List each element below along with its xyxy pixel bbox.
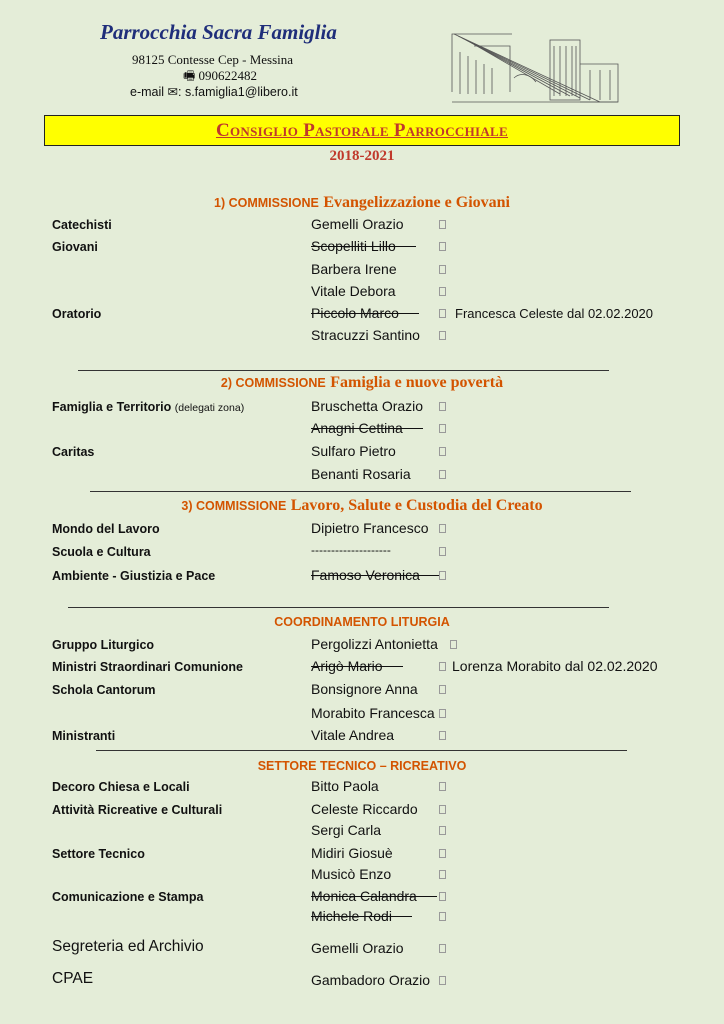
member-name: Bitto Paola bbox=[311, 778, 379, 794]
role-sublabel: (delegati zona) bbox=[174, 402, 245, 414]
role-label-ministri: Ministri Straordinari Comunione bbox=[52, 660, 243, 674]
checkbox-icon bbox=[439, 662, 446, 671]
checkbox-icon bbox=[439, 242, 446, 251]
role-label-famiglia bbox=[52, 400, 244, 414]
divider bbox=[90, 491, 631, 492]
member-name-struck: Famoso Veronica bbox=[311, 567, 420, 583]
section-2-prefix: 2) COMMISSIONE bbox=[220, 376, 326, 390]
replacement-note: Lorenza Morabito dal 02.02.2020 bbox=[452, 658, 658, 674]
member-name: Bonsignore Anna bbox=[311, 681, 418, 697]
member-name: Gemelli Orazio bbox=[311, 940, 404, 956]
role-label-text: Famiglia e Territorio bbox=[52, 400, 172, 414]
section-2-title: Famiglia e nuove povertà bbox=[330, 374, 504, 391]
member-name: Gemelli Orazio bbox=[311, 216, 404, 232]
parish-name: Parrocchia Sacra Famiglia bbox=[100, 20, 337, 44]
divider bbox=[78, 370, 609, 371]
checkbox-icon bbox=[439, 912, 446, 921]
divider bbox=[68, 607, 609, 608]
title-banner bbox=[44, 115, 680, 146]
role-label-tecnico: Settore Tecnico bbox=[52, 847, 145, 861]
divider bbox=[96, 750, 627, 751]
checkbox-icon bbox=[439, 870, 446, 879]
role-label-ministranti: Ministranti bbox=[52, 729, 116, 743]
phone-number: 090622482 bbox=[198, 68, 258, 83]
checkbox-icon bbox=[439, 826, 446, 835]
role-label-catechisti: Catechisti bbox=[52, 218, 112, 232]
checkbox-icon bbox=[439, 309, 446, 318]
section-1-prefix: 1) COMMISSIONE bbox=[214, 196, 319, 210]
member-name: Sulfaro Pietro bbox=[311, 443, 396, 459]
member-name: Vitale Andrea bbox=[311, 727, 395, 743]
member-name-struck: Michele Rodi bbox=[311, 908, 392, 924]
member-name: Morabito Francesca bbox=[311, 705, 435, 721]
member-name: Benanti Rosaria bbox=[311, 466, 411, 482]
council-years: 2018-2021 bbox=[329, 148, 395, 164]
section-4-title: COORDINAMENTO LITURGIA bbox=[274, 615, 450, 629]
checkbox-icon bbox=[439, 447, 446, 456]
member-name: Musicò Enzo bbox=[311, 866, 392, 882]
member-name: Stracuzzi Santino bbox=[311, 327, 420, 343]
member-name: Barbera Irene bbox=[311, 261, 397, 277]
member-name: Gambadoro Orazio bbox=[311, 972, 431, 988]
member-name-struck: Arigò Mario bbox=[311, 658, 383, 674]
parish-address: 98125 Contesse Cep - Messina bbox=[132, 52, 294, 67]
role-label-scuola: Scuola e Cultura bbox=[52, 545, 151, 559]
role-label-oratorio: Oratorio bbox=[52, 307, 102, 321]
checkbox-icon bbox=[439, 782, 446, 791]
checkbox-icon bbox=[439, 685, 446, 694]
section-5-title: SETTORE TECNICO – RICREATIVO bbox=[257, 759, 467, 773]
member-name-struck: Scopelliti Lillo bbox=[311, 238, 396, 254]
member-name: Midiri Giosuè bbox=[311, 845, 393, 861]
role-label-ambiente: Ambiente - Giustizia e Pace bbox=[52, 569, 216, 583]
section-3-header bbox=[0, 497, 724, 515]
checkbox-icon bbox=[439, 331, 446, 340]
member-name-struck: Piccolo Marco bbox=[311, 305, 399, 321]
checkbox-icon bbox=[439, 524, 446, 533]
member-name-struck: Anagni Cettina bbox=[311, 420, 403, 436]
role-label-giovani: Giovani bbox=[52, 240, 98, 254]
role-label-attivita: Attività Ricreative e Culturali bbox=[52, 803, 223, 817]
checkbox-icon bbox=[439, 547, 446, 556]
role-label-segreteria: Segreteria ed Archivio bbox=[52, 938, 204, 955]
checkbox-icon bbox=[439, 976, 446, 985]
member-name: Dipietro Francesco bbox=[311, 520, 429, 536]
role-label-cpae: CPAE bbox=[52, 970, 94, 987]
section-2-header bbox=[0, 374, 724, 392]
checkbox-icon bbox=[439, 470, 446, 479]
phone-icon: 🖷 bbox=[183, 68, 196, 83]
checkbox-icon bbox=[439, 805, 446, 814]
page-title: Consiglio Pastorale Parrocchiale bbox=[215, 120, 508, 141]
checkbox-icon bbox=[439, 709, 446, 718]
checkbox-icon bbox=[439, 892, 446, 901]
email-label: e-mail bbox=[130, 85, 165, 99]
member-name: Bruschetta Orazio bbox=[311, 398, 424, 414]
role-label-liturgico: Gruppo Liturgico bbox=[52, 638, 155, 652]
role-label-decoro: Decoro Chiesa e Locali bbox=[52, 780, 190, 794]
member-name-empty: -------------------- bbox=[311, 543, 391, 557]
checkbox-icon bbox=[439, 731, 446, 740]
checkbox-icon bbox=[439, 265, 446, 274]
role-label-schola: Schola Cantorum bbox=[52, 683, 156, 697]
section-1-title: Evangelizzazione e Giovani bbox=[323, 194, 510, 211]
role-label-comunicazione: Comunicazione e Stampa bbox=[52, 890, 204, 904]
section-1-header bbox=[0, 194, 724, 212]
member-name: Pergolizzi Antonietta bbox=[311, 636, 438, 652]
checkbox-icon bbox=[439, 424, 446, 433]
checkbox-icon bbox=[439, 220, 446, 229]
section-4-header bbox=[0, 613, 724, 631]
member-name: Celeste Riccardo bbox=[311, 801, 418, 817]
section-3-prefix: 3) COMMISSIONE bbox=[181, 499, 287, 513]
checkbox-icon bbox=[450, 640, 457, 649]
member-name: Vitale Debora bbox=[311, 283, 396, 299]
section-3-title: Lavoro, Salute e Custodia del Creato bbox=[290, 497, 543, 514]
member-name-struck: Monica Calandra bbox=[311, 888, 417, 904]
replacement-note: Francesca Celeste dal 02.02.2020 bbox=[455, 306, 654, 321]
checkbox-icon bbox=[439, 944, 446, 953]
parish-email bbox=[130, 84, 298, 99]
church-drawing bbox=[450, 22, 620, 104]
checkbox-icon bbox=[439, 402, 446, 411]
checkbox-icon bbox=[439, 849, 446, 858]
role-label-caritas: Caritas bbox=[52, 445, 95, 459]
checkbox-icon bbox=[439, 287, 446, 296]
role-label-lavoro: Mondo del Lavoro bbox=[52, 522, 160, 536]
checkbox-icon bbox=[439, 571, 446, 580]
email-address: : s.famiglia1@libero.it bbox=[178, 85, 298, 99]
member-name: Sergi Carla bbox=[311, 822, 382, 838]
envelope-icon: ✉ bbox=[167, 85, 179, 99]
section-5-header bbox=[0, 757, 724, 775]
